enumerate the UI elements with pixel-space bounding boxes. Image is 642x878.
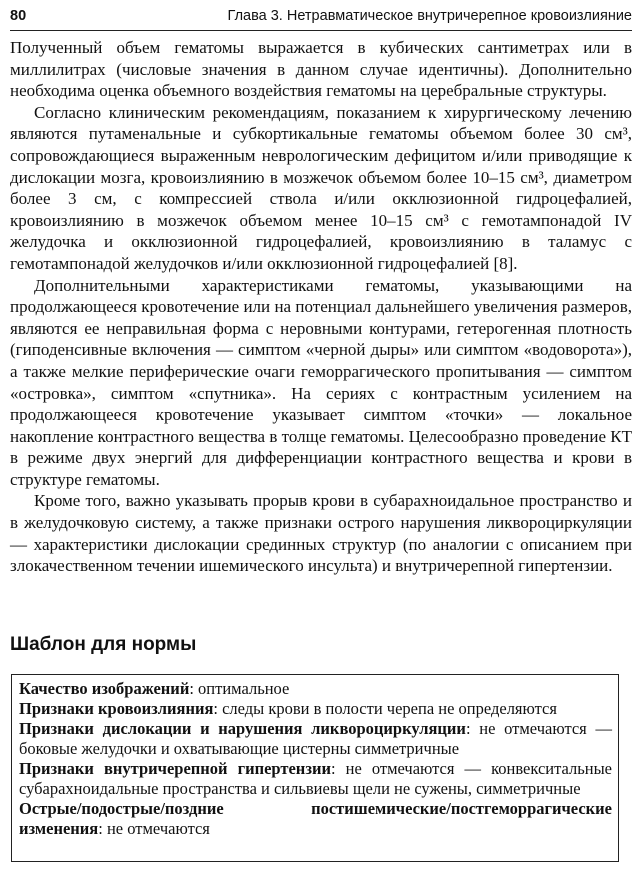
template-row [19, 759, 612, 799]
body-text [10, 37, 632, 577]
template-row-value: : следы крови в полости черепа не определяются [213, 699, 557, 718]
template-row [19, 679, 612, 699]
normal-template-box [11, 674, 619, 862]
template-row-label: Признаки внутричерепной гипертензии [19, 759, 331, 778]
paragraph: Кроме того, важно указывать прорыв крови в субарахноидальное пространство и в желудочковую систему, а также признаки острого нарушения ликвороциркуляции — характеристики дислокации срединных структур (по аналогии с описанием при злокачественном течении ишемического инсульта) и внутричерепной гипертензии. [10, 491, 632, 576]
template-row-label: Признаки дислокации и нарушения ликвороциркуляции [19, 719, 466, 738]
template-row-value: : не отмечаются — конвекситальные субарахноидальные пространства и сильвиевы щели не сужены, симметричные [19, 759, 613, 798]
template-row [19, 699, 612, 719]
template-row [19, 799, 612, 839]
page-number: 80 [10, 8, 27, 24]
section-heading: Шаблон для нормы [10, 634, 197, 655]
chapter-title: Глава 3. Нетравматическое внутричерепное кровоизлияние [227, 8, 632, 24]
paragraph: Дополнительными характеристиками гематомы, указывающими на продолжающееся кровотечение или на потенциал дальнейшего увеличения размеров, являются ее неправильная форма с неровными контурами, гетерогенная плотность (гиподенсивные включения — симптом «черной дыры» или симптом «водоворота»), а также мелкие периферические очаги геморрагического пропитывания — симптом «островка», симптом «спутника». На сериях с контрастным усилением на продолжающееся кровотечение указывает симптом «точки» — локальное накопление контрастного вещества в толще гематомы. Целесообразно проведение КТ в режиме двух энергий для дифференциации контрастного вещества и крови в структуре гематомы. [10, 275, 632, 489]
template-row-label: Признаки кровоизлияния [19, 699, 214, 718]
paragraph: Полученный объем гематомы выражается в кубических сантиметрах или в миллилитрах (числовые значения в данном случае идентичны). Дополнительно необходима оценка объемного воздействия гематомы на церебральные структуры. [10, 38, 632, 101]
paragraph: Согласно клиническим рекомендациям, показанием к хирургическому лечению являются путаменальные и субкортикальные гематомы объемом более 30 см³, сопровождающиеся выраженным неврологическим дефицитом и/или приводящие к дислокации мозга, кровоизлиянию в мозжечок объемом более 10–15 см³, диаметром более 3 см, с компрессией ствола и/или окклюзионной гидроцефалией, кровоизлиянию в мозжечок объемом менее 10–15 см³ с гемотампонадой IV желудочка и окклюзионной гидроцефалией, кровоизлиянию в таламус с гемотампонадой желудочков и/или окклюзионной гидроцефалией [8]. [10, 102, 632, 273]
template-row-label: Острые/подострые/поздние постишемические/постгеморрагические изменения [19, 799, 612, 838]
template-row [19, 719, 612, 759]
template-row-value: : оптимальное [189, 679, 290, 698]
template-row-value: : не отмечаются — боковые желудочки и охватывающие цистерны симметричные [19, 719, 612, 758]
template-row-label: Качество изображений [19, 679, 190, 698]
template-row-value: : не отмечаются [98, 819, 210, 838]
page-header [10, 4, 632, 31]
